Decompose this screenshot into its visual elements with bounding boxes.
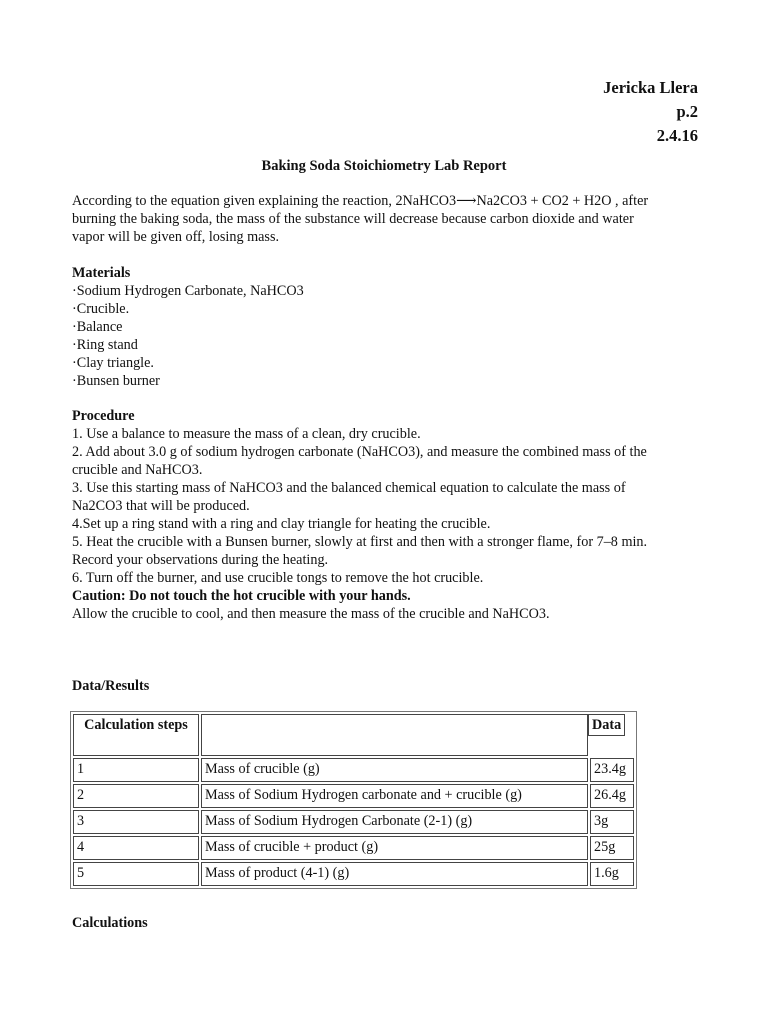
intro-line: According to the equation given explaining the reaction, 2NaHCO3⟶Na2CO3 + CO2 + H2O , after — [72, 193, 649, 209]
procedure-line: Na2CO3 that will be produced. — [72, 498, 250, 514]
procedure-heading: Procedure — [72, 408, 135, 424]
table-row — [73, 836, 634, 860]
results-table — [70, 711, 637, 889]
description-cell: Mass of crucible (g) — [201, 758, 588, 782]
materials-item: ·Ring stand — [72, 337, 138, 353]
table-row — [73, 810, 634, 834]
description-cell: Mass of product (4-1) (g) — [201, 862, 588, 886]
intro-paragraph — [72, 192, 698, 246]
author-name: Jericka Llera — [603, 78, 698, 97]
data-header-cell — [590, 714, 634, 756]
results-heading: Data/Results — [72, 678, 150, 694]
step-cell: 5 — [73, 862, 199, 886]
procedure-line: 6. Turn off the burner, and use crucible tongs to remove the hot crucible. — [72, 570, 484, 586]
materials-item: ·Sodium Hydrogen Carbonate, NaHCO3 — [72, 283, 304, 299]
value-cell: 3g — [590, 810, 634, 834]
step-cell: 3 — [73, 810, 199, 834]
materials-heading: Materials — [72, 265, 131, 281]
description-header — [201, 714, 588, 756]
table-row — [73, 862, 634, 886]
materials-item: ·Balance — [72, 319, 123, 335]
table-row — [73, 758, 634, 782]
step-cell: 4 — [73, 836, 199, 860]
calculations-heading: Calculations — [72, 915, 148, 931]
procedure-line: Record your observations during the heating. — [72, 552, 329, 568]
report-title: Baking Soda Stoichiometry Lab Report — [261, 158, 507, 174]
step-cell: 2 — [73, 784, 199, 808]
procedure-section — [72, 407, 698, 623]
procedure-line: 5. Heat the crucible with a Bunsen burner, slowly at first and then with a stronger flame, for 7–8 min. — [72, 534, 648, 550]
report-date: 2.4.16 — [656, 126, 698, 145]
procedure-line: 3. Use this starting mass of NaHCO3 and the balanced chemical equation to calculate the mass of — [72, 480, 626, 496]
materials-item: ·Clay triangle. — [72, 355, 154, 371]
value-cell: 25g — [590, 836, 634, 860]
data-header: Data — [588, 714, 625, 736]
procedure-line: crucible and NaHCO3. — [72, 462, 203, 478]
value-cell: 23.4g — [590, 758, 634, 782]
step-cell: 1 — [73, 758, 199, 782]
procedure-line: 1. Use a balance to measure the mass of a clean, dry crucible. — [72, 426, 421, 442]
steps-header: Calculation steps — [73, 714, 199, 756]
caution-note: Caution: Do not touch the hot crucible with your hands. — [72, 588, 411, 604]
intro-line: vapor will be given off, losing mass. — [72, 229, 280, 245]
description-cell: Mass of Sodium Hydrogen Carbonate (2-1) (g) — [201, 810, 588, 834]
class-period: p.2 — [676, 102, 698, 121]
description-cell: Mass of Sodium Hydrogen carbonate and + crucible (g) — [201, 784, 588, 808]
procedure-line: 4.Set up a ring stand with a ring and clay triangle for heating the crucible. — [72, 516, 491, 532]
document-header — [603, 76, 698, 148]
value-cell: 26.4g — [590, 784, 634, 808]
procedure-line: 2. Add about 3.0 g of sodium hydrogen carbonate (NaHCO3), and measure the combined mass of the — [72, 444, 647, 460]
table-row — [73, 784, 634, 808]
value-cell: 1.6g — [590, 862, 634, 886]
procedure-line: Allow the crucible to cool, and then measure the mass of the crucible and NaHCO3. — [72, 606, 550, 622]
materials-item: ·Crucible. — [72, 301, 130, 317]
intro-line: burning the baking soda, the mass of the substance will decrease because carbon dioxide and water — [72, 211, 634, 227]
materials-item: ·Bunsen burner — [72, 373, 160, 389]
materials-section — [72, 264, 698, 390]
description-cell: Mass of crucible + product (g) — [201, 836, 588, 860]
table-header-row — [73, 714, 634, 756]
